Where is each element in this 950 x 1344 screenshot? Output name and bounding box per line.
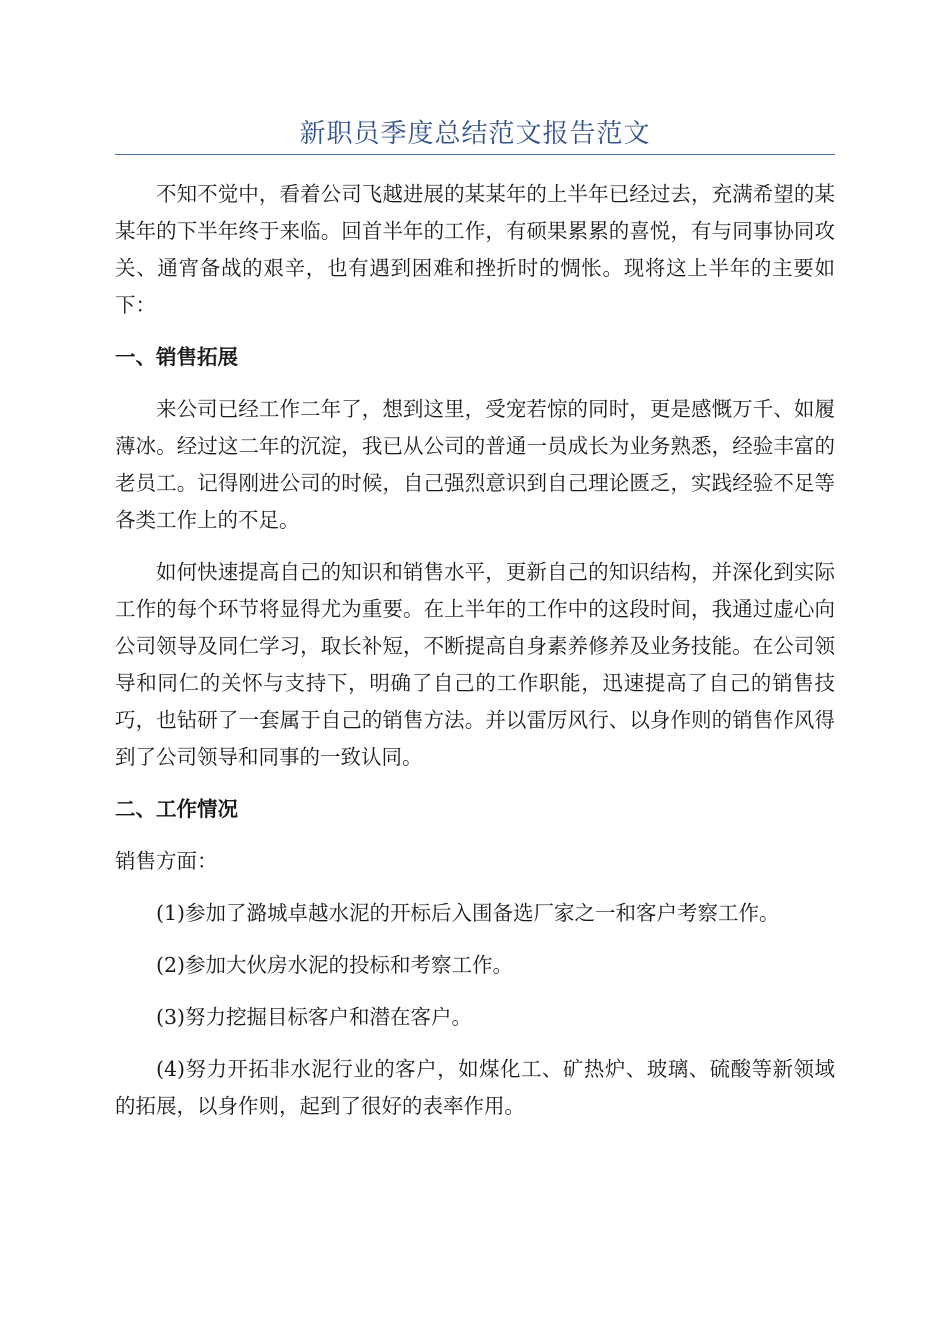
list-item: (4)努力开拓非水泥行业的客户，如煤化工、矿热炉、玻璃、硫酸等新领域的拓展，以身作则，起到了很好的表率作用。: [115, 1057, 835, 1118]
list-item: (2)参加大伙房水泥的投标和考察工作。: [156, 953, 514, 977]
document-body: [115, 176, 835, 1125]
section2-subheading: 销售方面：: [115, 849, 218, 873]
document-title: 新职员季度总结范文报告范文: [299, 119, 651, 149]
section1-paragraph-2: 如何快速提高自己的知识和销售水平，更新自己的知识结构，并深化到实际工作的每个环节将显得尤为重要。在上半年的工作中的这段时间，我通过虚心向公司领导及同仁学习，取长补短，不断提高自身素养修养及业务技能。在公司领导和同仁的关怀与支持下，明确了自己的工作职能，迅速提高了自己的销售技巧，也钻研了一套属于自己的销售方法。并以雷厉风行、以身作则的销售作风得到了公司领导和同事的一致认同。: [115, 560, 835, 769]
section-heading-work-status: 二、工作情况: [115, 797, 238, 821]
intro-paragraph: 不知不觉中，看着公司飞越进展的某某年的上半年已经过去，充满希望的某某年的下半年终于来临。回首半年的工作，有硕果累累的喜悦，有与同事协同攻关、通宵备战的艰辛，也有遇到困难和挫折时的惆怅。现将这上半年的主要如下：: [115, 182, 835, 317]
section1-paragraph-1: 来公司已经工作二年了，想到这里，受宠若惊的同时，更是感慨万千、如履薄冰。经过这二年的沉淀，我已从公司的普通一员成长为业务熟悉，经验丰富的老员工。记得刚进公司的时候，自己强烈意识到自己理论匮乏，实践经验不足等各类工作上的不足。: [115, 397, 835, 532]
title-underline: [115, 154, 835, 155]
document-page: [115, 0, 835, 1344]
section-heading-sales-expansion: 一、销售拓展: [115, 345, 238, 369]
list-item: (3)努力挖掘目标客户和潜在客户。: [156, 1005, 473, 1029]
list-item: (1)参加了潞城卓越水泥的开标后入围备选厂家之一和客户考察工作。: [156, 901, 780, 925]
